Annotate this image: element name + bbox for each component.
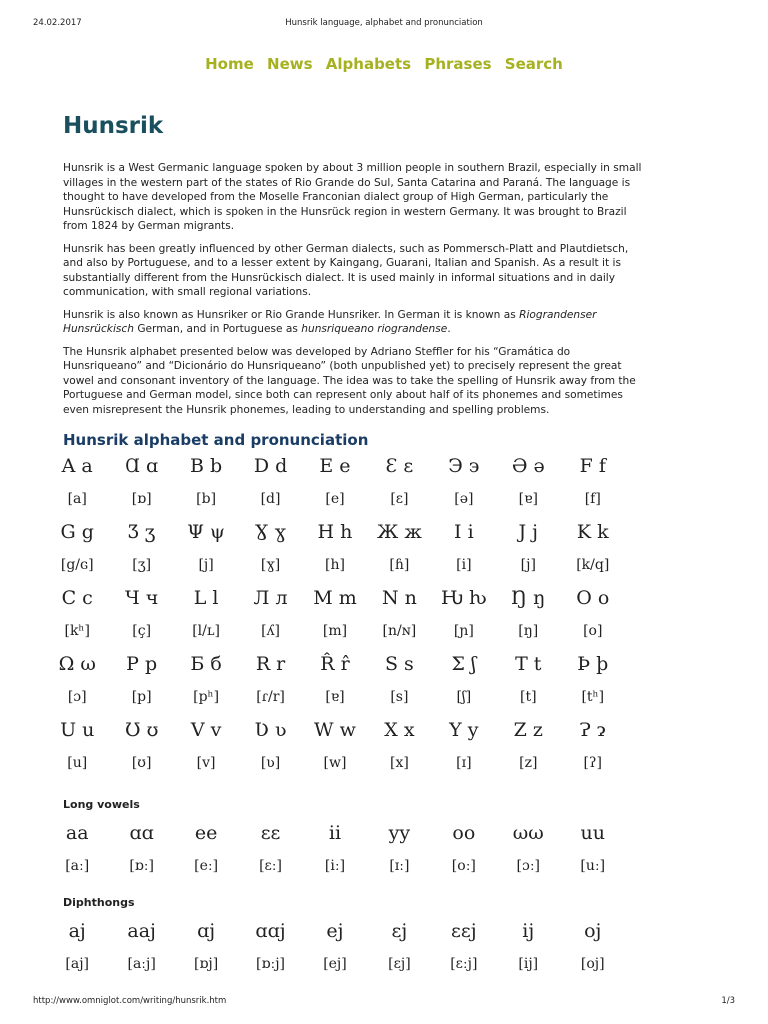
letter-cell: Ƕ ƕ (441, 587, 487, 609)
letter-cell: G g (60, 521, 94, 543)
letter-cell: ɛj (391, 920, 408, 942)
letter-cell: Ɂ ɂ (579, 719, 606, 741)
main-nav (0, 55, 768, 73)
ipa-cell: [ɐ] (518, 491, 538, 507)
letter-cell: E e (319, 455, 351, 477)
alphabet-letters-row (45, 450, 625, 482)
ipa-cell: [ɐ] (325, 689, 345, 705)
alphabet-ipa-row (45, 482, 625, 516)
print-header (0, 18, 768, 32)
letter-cell: ɑɑj (255, 920, 286, 942)
letter-cell: W w (314, 719, 356, 741)
intro-text (63, 161, 643, 425)
ipa-cell: [ɪː] (389, 858, 410, 874)
letter-cell: oj (584, 920, 602, 942)
letter-cell: B b (190, 455, 223, 477)
intro-paragraph-3 (63, 308, 643, 337)
diphthongs-letters-row (45, 915, 625, 947)
ipa-cell: [x] (389, 755, 409, 771)
letter-cell: R r (255, 653, 286, 675)
letter-cell: Ɛ ɛ (385, 455, 414, 477)
nav-home-link[interactable]: Home (205, 55, 254, 73)
letter-cell: Ψ ψ (187, 521, 225, 543)
letter-cell: Ʒ ʒ (127, 521, 156, 543)
p3-text-c: German, and in Portuguese as (133, 323, 302, 335)
letter-cell: I i (454, 521, 474, 543)
letter-cell: D d (253, 455, 288, 477)
alphabet-ipa-row (45, 680, 625, 714)
letter-cell: ii (328, 822, 342, 844)
letter-cell: Э э (448, 455, 480, 477)
ipa-cell: [ɔː] (516, 858, 541, 874)
ipa-cell: [h] (324, 557, 345, 573)
ipa-cell: [f] (584, 491, 601, 507)
ipa-cell: [n/ɴ] (382, 623, 417, 639)
p3-german-name: Riograndenser Hunsrückisch (63, 308, 597, 335)
letter-cell: ij (522, 920, 535, 942)
p3-text-a: Hunsrik is also known as Hunsriker or Rio Grande Hunsriker. In German it is known as (63, 308, 520, 321)
page-number: 1/3 (721, 996, 735, 1006)
ipa-cell: [aj] (65, 956, 90, 972)
letter-cell: Σ ʃ (451, 653, 477, 675)
ipa-cell: [e] (325, 491, 345, 507)
letter-cell: H h (317, 521, 353, 543)
ipa-cell: [aː] (65, 858, 90, 874)
diphthongs-ipa-row (45, 947, 625, 981)
ipa-cell: [a] (67, 491, 87, 507)
letter-cell: aa (65, 822, 89, 844)
ipa-cell: [ɦ] (389, 557, 410, 573)
ipa-cell: [k/q] (576, 557, 610, 573)
letter-cell: Л л (253, 587, 288, 609)
letter-cell: ωω (512, 822, 544, 844)
letter-cell: N n (381, 587, 417, 609)
nav-phrases-link[interactable]: Phrases (424, 55, 492, 73)
letter-cell: Ɑ ɑ (125, 455, 159, 477)
ipa-cell: [ɒː] (129, 858, 154, 874)
ipa-cell: [ɒj] (193, 956, 219, 972)
letter-cell: Y y (449, 719, 479, 741)
ipa-cell: [oj] (580, 956, 605, 972)
ipa-cell: [s] (390, 689, 409, 705)
ipa-cell: [uː] (580, 858, 606, 874)
ipa-cell: [ɛː] (259, 858, 282, 874)
alphabet-letters-row (45, 714, 625, 746)
letter-cell: Ʊ ʊ (124, 719, 159, 741)
ipa-cell: [ç] (132, 623, 152, 639)
ipa-cell: [ɔ] (67, 689, 87, 705)
letter-cell: aj (68, 920, 86, 942)
ipa-cell: [j] (520, 557, 536, 573)
letter-cell: F f (579, 455, 606, 477)
alphabet-letters-row (45, 516, 625, 548)
ipa-cell: [ʔ] (583, 755, 602, 771)
ipa-cell: [g/ɢ] (60, 557, 94, 573)
ipa-cell: [aːj] (127, 956, 156, 972)
ipa-cell: [ɛːj] (450, 956, 478, 972)
ipa-cell: [pʰ] (193, 689, 220, 705)
print-date: 24.02.2017 (33, 18, 82, 28)
nav-alphabets-link[interactable]: Alphabets (325, 55, 412, 73)
letter-cell: L l (193, 587, 219, 609)
letter-cell: Ч ч (125, 587, 159, 609)
letter-cell: K k (576, 521, 609, 543)
p3-portuguese-name: hunsriqueano riograndense (301, 323, 448, 335)
ipa-cell: [t] (520, 689, 537, 705)
letter-cell: Ж ж (376, 521, 422, 543)
letter-cell: U u (60, 719, 95, 741)
ipa-cell: [o] (583, 623, 603, 639)
diphthongs-table (45, 915, 625, 981)
long-vowels-heading: Long vowels (63, 798, 140, 811)
letter-cell: ɑɑ (129, 822, 154, 844)
ipa-cell: [z] (519, 755, 538, 771)
letter-cell: P p (126, 653, 158, 675)
long-vowels-ipa-row (45, 849, 625, 883)
letter-cell: Ɣ ɣ (255, 521, 286, 543)
ipa-cell: [tʰ] (581, 689, 605, 705)
alphabet-letters-row (45, 582, 625, 614)
letter-cell: ee (194, 822, 218, 844)
letter-cell: Þ þ (577, 653, 609, 675)
letter-cell: yy (388, 822, 411, 844)
print-title: Hunsrik language, alphabet and pronunciation (285, 18, 483, 28)
intro-paragraph-1: Hunsrik is a West Germanic language spoken by about 3 million people in southern Brazil, especially in small villages in the western part of the states of Rio Grande do Sul, Santa Catarina and Paraná. The language is thought to have developed from the Moselle Franconian dialect group of High German, particularly the Hunsrückisch dialect, which is spoken in the Hunsrück region in western Germany. It was brought to Brazil from 1824 by German migrants. (63, 162, 642, 232)
letter-cell: ɛɛ (260, 822, 281, 844)
intro-paragraph-2: Hunsrik has been greatly influenced by other German dialects, such as Pommersch-Platt and Plautdietsch, and also by Portuguese, and to a lesser extent by Kaingang, Guarani, Italian and Spanish. As a result it is substantially different from the Hunsrückisch dialect. It is used mainly in informal situations and in daily communication, with small regional variations. (63, 242, 629, 298)
ipa-cell: [w] (323, 755, 347, 771)
ipa-cell: [iː] (324, 858, 346, 874)
letter-cell: T t (515, 653, 542, 675)
ipa-cell: [ɛj] (388, 956, 411, 972)
letter-cell: J j (518, 521, 539, 543)
ipa-cell: [ɒːj] (256, 956, 285, 972)
intro-paragraph-4: The Hunsrik alphabet presented below was developed by Adriano Steffler for his “Gramática do Hunsriqueano” and “Dicionário do Hunsriqueano” (both unpublished yet) to precisely represent the great vowel and consonant inventory of the language. The idea was to take the spelling of Hunsrik away from the Portuguese and German model, since both can represent only about half of its phonemes and sometimes even misrepresent the Hunsrik phonemes, leading to understanding and spelling problems. (63, 345, 636, 416)
ipa-cell: [l/ʟ] (192, 623, 220, 639)
letter-cell: aaj (127, 920, 156, 942)
letter-cell: C c (61, 587, 93, 609)
nav-news-link[interactable]: News (267, 55, 313, 73)
letter-cell: Б б (190, 653, 222, 675)
letter-cell: Ŋ ŋ (511, 587, 546, 609)
ipa-cell: [ɛ] (390, 491, 409, 507)
ipa-cell: [p] (131, 689, 152, 705)
ipa-cell: [u] (67, 755, 88, 771)
long-vowels-letters-row (45, 817, 625, 849)
ipa-cell: [i] (456, 557, 472, 573)
letter-cell: M m (313, 587, 357, 609)
letter-cell: oo (452, 822, 476, 844)
ipa-cell: [ɾ/r] (256, 689, 285, 705)
letter-cell: ej (326, 920, 344, 942)
long-vowels-table (45, 817, 625, 883)
letter-cell: V v (190, 719, 222, 741)
ipa-cell: [ʎ] (261, 623, 280, 639)
alphabet-ipa-row (45, 548, 625, 582)
ipa-cell: [ʊ] (131, 755, 152, 771)
letter-cell: S s (385, 653, 414, 675)
ipa-cell: [ɲ] (453, 623, 474, 639)
letter-cell: Ω ω (58, 653, 96, 675)
ipa-cell: [ɒ] (131, 491, 152, 507)
letter-cell: ɑj (197, 920, 216, 942)
nav-search-link[interactable]: Search (504, 55, 563, 73)
ipa-cell: [eː] (194, 858, 219, 874)
ipa-cell: [ʃ] (456, 689, 472, 705)
page-title: Hunsrik (63, 113, 164, 139)
ipa-cell: [oː] (451, 858, 476, 874)
letter-cell: Ʋ ʋ (254, 719, 287, 741)
ipa-cell: [b] (196, 491, 217, 507)
letter-cell: Z z (513, 719, 543, 741)
diphthongs-heading: Diphthongs (63, 896, 135, 909)
letter-cell: Ə ə (511, 455, 545, 477)
p3-text-e: . (447, 323, 451, 335)
letter-cell: A a (61, 455, 93, 477)
letter-cell: X x (384, 719, 415, 741)
ipa-cell: [ə] (454, 491, 474, 507)
alphabet-table (45, 450, 625, 780)
letter-cell: O o (576, 587, 610, 609)
ipa-cell: [kʰ] (64, 623, 90, 639)
alphabet-ipa-row (45, 746, 625, 780)
alphabet-ipa-row (45, 614, 625, 648)
ipa-cell: [ɪ] (456, 755, 472, 771)
ipa-cell: [ʒ] (132, 557, 152, 573)
ipa-cell: [d] (260, 491, 281, 507)
ipa-cell: [m] (322, 623, 348, 639)
ipa-cell: [v] (196, 755, 216, 771)
page-url: http://www.omniglot.com/writing/hunsrik.htm (33, 996, 227, 1006)
alphabet-heading: Hunsrik alphabet and pronunciation (63, 431, 369, 449)
ipa-cell: [ɣ] (260, 557, 281, 573)
ipa-cell: [ʋ] (260, 755, 281, 771)
alphabet-letters-row (45, 648, 625, 680)
letter-cell: ɛɛj (451, 920, 477, 942)
ipa-cell: [ij] (518, 956, 539, 972)
ipa-cell: [ej] (323, 956, 347, 972)
ipa-cell: [ŋ] (518, 623, 539, 639)
ipa-cell: [j] (198, 557, 214, 573)
letter-cell: uu (580, 822, 605, 844)
letter-cell: R̂ r̂ (320, 653, 350, 675)
